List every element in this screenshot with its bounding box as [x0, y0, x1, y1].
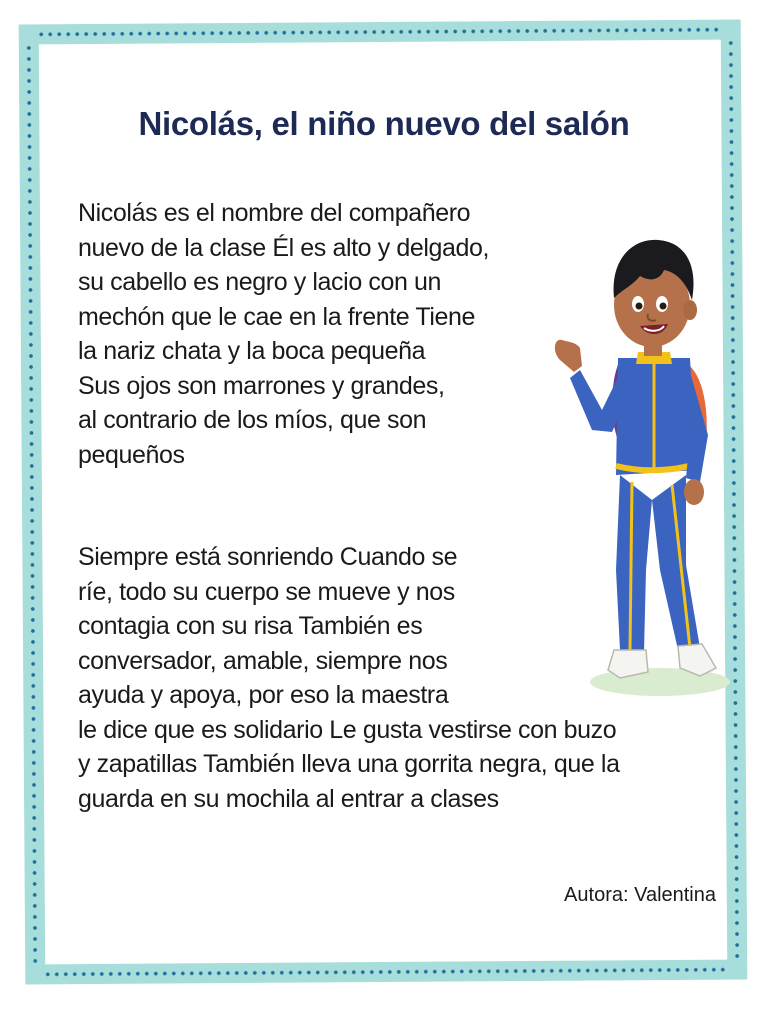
frame-dots-top	[37, 27, 723, 38]
paragraph-line: y zapatillas También lleva una gorrita negra, que la	[78, 750, 620, 778]
left-leg-stripe	[630, 482, 632, 650]
paragraph-line: pequeños	[78, 440, 185, 469]
paragraph-line: contagia con su risa También es	[78, 612, 423, 640]
paragraph-line: su cabello es negro y lacio con un	[78, 268, 442, 296]
paragraph-line: ríe, todo su cuerpo se mueve y nos	[78, 577, 455, 606]
waving-hand	[555, 340, 582, 372]
right-hand	[684, 479, 704, 505]
paragraph-line: guarda en su mochila al entrar a clases	[78, 784, 499, 813]
paragraph-1	[78, 196, 489, 472]
left-pupil	[636, 303, 643, 310]
author-credit: Autora: Valentina	[564, 884, 716, 906]
left-leg	[616, 475, 652, 652]
boy-character-illustration	[540, 220, 740, 710]
paragraph-line: Siempre está sonriendo Cuando se	[78, 543, 458, 571]
paragraph-line: mechón que le cae en la frente Tiene	[78, 302, 475, 331]
ear	[683, 300, 697, 320]
story-title: Nicolás, el niño nuevo del salón	[138, 105, 630, 142]
paragraph-line: le dice que es solidario Le gusta vestirse con buzo	[78, 715, 617, 744]
right-pupil	[660, 303, 667, 310]
left-shoe	[608, 650, 648, 678]
paragraph-line: Nicolás es el nombre del compañero	[78, 199, 471, 227]
paragraph-2	[78, 540, 620, 816]
frame-dots-bottom	[43, 967, 729, 978]
paragraph-line: ayuda y apoya, por eso la maestra	[78, 681, 449, 709]
paragraph-line: conversador, amable, siempre nos	[78, 646, 448, 675]
frame-dots-left	[26, 42, 38, 966]
paragraph-line: la nariz chata y la boca pequeña	[78, 337, 426, 365]
paragraph-line: al contrario de los míos, que son	[78, 406, 427, 434]
paragraph-line: nuevo de la clase Él es alto y delgado,	[78, 233, 490, 262]
paragraph-line: Sus ojos son marrones y grandes,	[78, 371, 445, 400]
